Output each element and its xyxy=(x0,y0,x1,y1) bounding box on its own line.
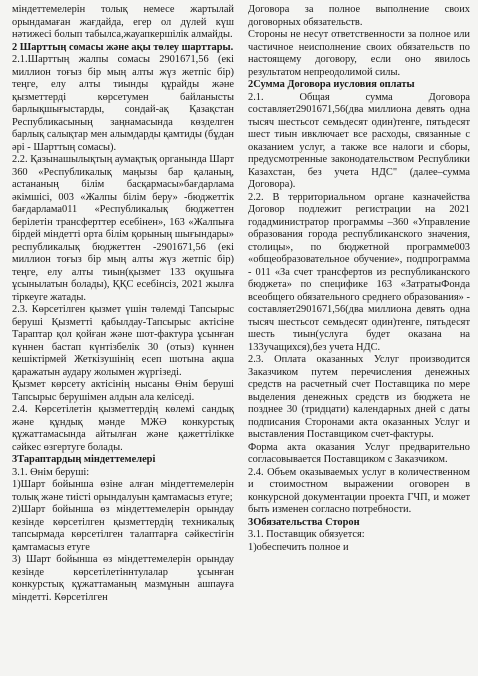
paragraph: 3.1. Поставщик обязуется: xyxy=(248,529,365,540)
section-heading: 3Обязательства Сторон xyxy=(248,516,360,528)
paragraph: 2.4. Объем оказываемых услуг в количественном и стоимостном выражении оговорен в конкурсной документации проекта ГЧП, и может быть изменен согласно потребности. xyxy=(248,466,470,515)
paragraph: Договора за полное выполнение своих договорных обязательств. xyxy=(248,4,470,28)
paragraph: 1)обеспечить полное и xyxy=(248,541,349,553)
paragraph: міндеттемелерін толық немесе жартылай орындамаған жағдайда, егер ол дүлей күш нәтижесі болып табылса,жауапкершілік алмайды. xyxy=(12,4,234,40)
paragraph: 2.1. Общая сумма Договора составляет2901671,56(два миллиона девять одна тысяч шестьсот семьдесят один)тенге, пятьдесят шест тиын ивключает все расходы, связанные с оказанием услуг, а также все налоги и сборы, предусмотренные законодательством Республики Казахстан, без учета НДС" (далее–сумма Договора). xyxy=(248,91,470,190)
paragraph: 2.4. Көрсетілетін қызметтердің көлемі сандық және құндық мәнде МЖӘ конкурстық құжаттамасында айтылған және қажеттілікке сәйкес өзгертуге болады. xyxy=(12,404,234,453)
paragraph: 2.1.Шарттың жалпы сомасы 2901671,56 (екі миллион тоғыз бір мың алты жүз жетпіс бір) теңге, елу алты тиынды құрайды және қызметтерді көрсетумен байланысты барлықшығыстарды, сондай-ақ Қазақстан Республикасының заңнамасында көзделген барлық салықтар мен алымдарды қамтиды (бұдан әрі - Шарттың сомасы). xyxy=(12,54,234,153)
paragraph: 1)Шарт бойынша өзіне алған міндеттемелерін толық және тиісті орындалуын қамтамасыз етуге; xyxy=(12,479,234,503)
paragraph: 3.1. Өнім беруші: xyxy=(12,466,90,478)
paragraph: Стороны не несут ответственности за полное или частичное неисполнение своих обязательств по настоящему договору, если оно явилось результатом непреодолимой силы. xyxy=(248,29,470,78)
paragraph: Форма акта оказания Услуг предварительно согласовывается Поставщиком с Заказчиком. xyxy=(248,441,470,465)
paragraph: Қызмет көрсету актісінің нысаны Өнім беруші Тапсырыс берушімен алдын ала келіседі. xyxy=(12,379,234,403)
paragraph: 2.3. Көрсетілген қызмет үшін төлемді Тапсырыс беруші Қызметті қабылдау-Тапсырыс актісіне Тараптар қол қойған және шот-фактура ұсынған күннен бастап күнтізбелік 30 (отыз) күннен кешіктірмей Жеткізушінің есеп шотына ақша қаражатын аудару жолымен жүргізеді. xyxy=(12,304,234,378)
paragraph: 2.2. В территориальном органе казначейства Договор подлежит регистрации на 2021 годадминистратор программы –360 «Управление образования города республиканского значения, столицы», по бюджетной программе003 «общеобразовательное обучение», подпрограмма - 011 «За счет трансфертов из республиканского бюджета» по спецификe 163 «ЗатратыФонда всеобщего обязательного среднего образования» - составляет2901671,56(два миллиона девять одна тысяч шестьсот семьдесят один)тенге, пятьдесят шесть тиын(услуга будет оказана на 133учащихся),без учета НДС. xyxy=(248,191,470,353)
paragraph: 3) Шарт бойынша өз міндеттемелерін орындау кезінде көрсетілетіннтулалар ұсынған конкурстық құжаттаманың мазмұнын ашпауға міндетті. Көрсетілген xyxy=(12,554,234,603)
paragraph: 2)Шарт бойынша өз міндеттемелерін орындау кезінде көрсетілген қызметтердің техникалық тапсырмада көрсетілген талаптарға сәйкестігін қамтамасыз етуге xyxy=(12,504,234,553)
russian-text-column xyxy=(248,4,470,676)
section-heading: 2Сумма Договора иусловия оплаты xyxy=(248,79,415,90)
section-heading: 3Тараптардың міндеттемелері xyxy=(12,454,156,465)
section-heading: 2 Шарттың сомасы және ақы төлеу шарттары. xyxy=(12,41,234,53)
paragraph: 2.3. Оплата оказанных Услуг производится Заказчиком путем перечисления денежных средств на расчетный счет Поставщика по мере выделения денежных средств из бюджета не позднее 30 (тридцати) календарных дней с даты подписания Сторонами акта оказанных Услуг и выставления Поставщиком счет-фактуры. xyxy=(248,354,470,440)
paragraph: 2.2. Қазынашылықтың аумақтық органында Шарт 360 «Республикалық маңызы бар қаланың, астананың білім басқармасы»бағдарлама әкімшісі, 003 «Жалпы білім беру» -бюджеттік бағдарлама011 «Республикалық бюджеттен берілетін трансферттер есебінен», 163 «Жалпыға бірдей міндетті орта білім қорының шығындары» республикалық бюджеттен -2901671,56 (екі миллион тоғыз бір мың алты жүз жетпіс бір) теңге, елу алты тиын(қызмет 133 оқушыға ұсынылатын болады), ҚҚС есебінсіз, 2021 жылға тіркеуге жатады. xyxy=(12,154,234,303)
kazakh-text-column xyxy=(12,4,234,676)
